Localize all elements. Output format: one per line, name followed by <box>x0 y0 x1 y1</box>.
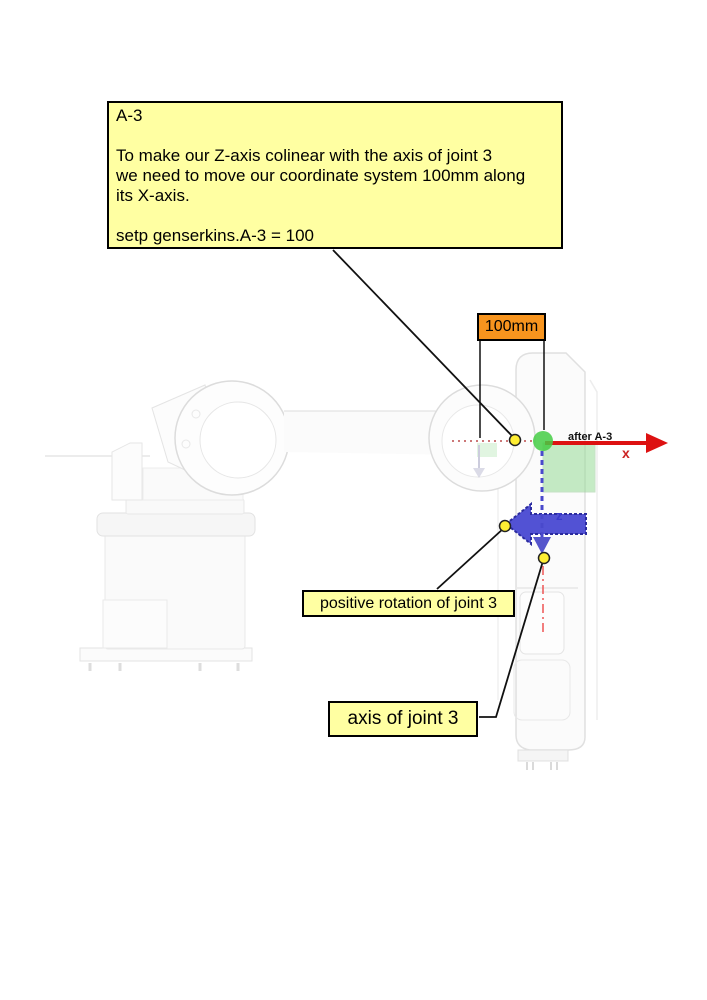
note-line-2: we need to move our coordinate system 100mm along <box>116 166 526 185</box>
note-title: A-3 <box>116 106 143 125</box>
note-spacer <box>116 126 554 146</box>
joint-axis-label: axis of joint 3 <box>347 708 459 729</box>
note-line-3: its X-axis. <box>116 186 190 205</box>
rotation-callout-line <box>437 528 504 589</box>
note-line-1: To make our Z-axis colinear with the axis of joint 3 <box>116 146 493 165</box>
joint-axis-dot <box>539 553 550 564</box>
after-a3-label: after A-3 <box>568 431 613 443</box>
note-spacer <box>116 206 554 226</box>
x-axis-label: x <box>622 445 630 461</box>
positive-rotation-label: positive rotation of joint 3 <box>320 594 497 612</box>
origin-marker <box>533 431 553 451</box>
robot-arm-illustration <box>45 353 597 770</box>
note-code: setp genserkins.A-3 = 100 <box>116 226 314 245</box>
positive-rotation-label-box <box>302 590 515 617</box>
z-axis-label: z <box>556 508 563 523</box>
dimension-label: 100mm <box>484 318 539 335</box>
dimension-label-box <box>477 313 546 341</box>
offset-region-square <box>543 443 595 492</box>
old-origin-dot <box>510 435 521 446</box>
rotation-arrow-dot <box>500 521 511 532</box>
joint-axis-label-box <box>328 701 478 737</box>
note-box <box>107 101 563 249</box>
